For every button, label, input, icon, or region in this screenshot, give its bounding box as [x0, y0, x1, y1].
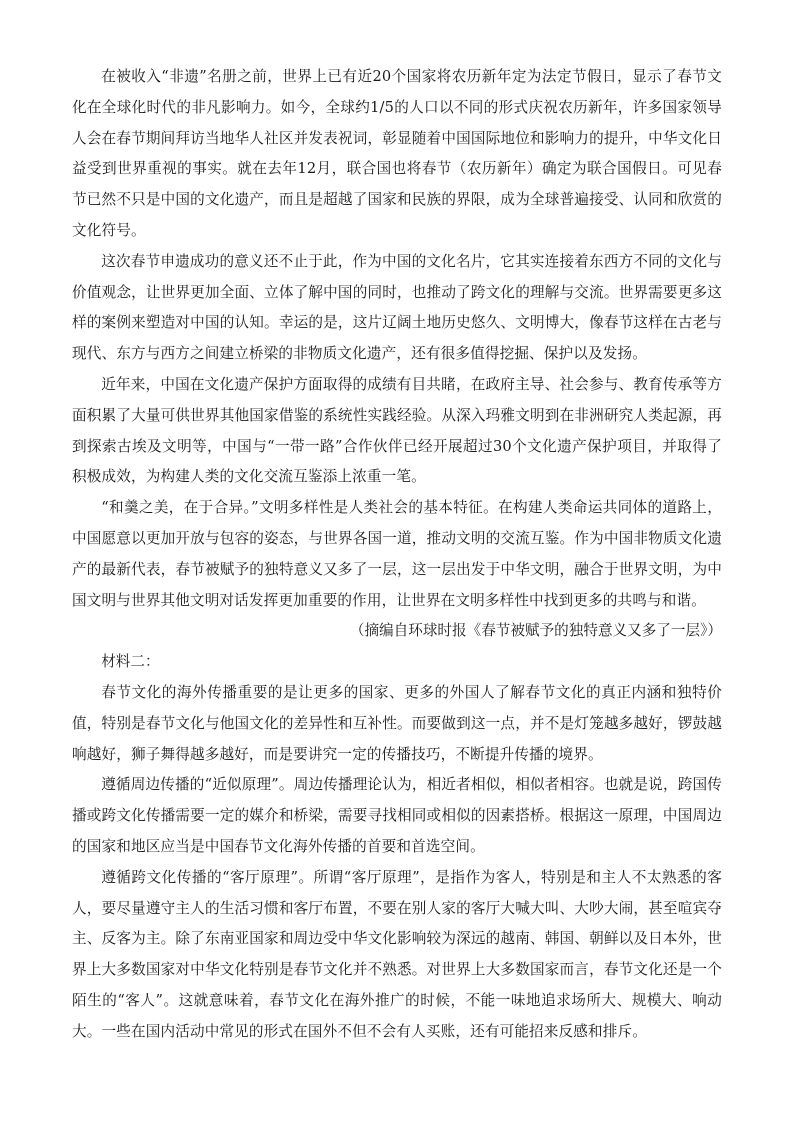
material-2-paragraph-2: 遵循周边传播的“近似原理”。周边传播理论认为，相近者相似，相似者相容。也就是说，跨国传播或跨文化传播需要一定的媒介和桥梁，需要寻找相同或相似的因素搭桥。根据这一原理，中国周边的国家和地区应当是中国春节文化海外传播的首要和首选空间。 — [72, 776, 722, 855]
material-2-heading: 材料二： — [101, 653, 160, 671]
paragraph-4: “和羹之美，在于合异。”文明多样性是人类社会的基本特征。在构建人类命运共同体的道路上，中国愿意以更加开放与包容的姿态，与世界各国一道，推动文明的交流互鉴。作为中国非物质文化遗产的最新代表，春节被赋予的独特意义又多了一层，这一层出发于中华文明，融合于世界文明，为中国文明与世界其他文明对话发挥更加重要的作用，让世界在文明多样性中找到更多的共鸣与和谐。 — [72, 499, 722, 609]
material-2-paragraph-3: 遵循跨文化传播的“客厅原理”。所谓“客厅原理”，是指作为客人，特别是和主人不太熟悉的客人，要尽量遵守主人的生活习惯和客厅布置，不要在别人家的客厅大喊大叫、大吵大闹，甚至喧宾夺主、反客为主。除了东南亚国家和周边受中华文化影响较为深远的越南、韩国、朝鲜以及日本外，世界上大多数国家对中华文化特别是春节文化并不熟悉。对世界上大多数国家而言，春节文化还是一个陌生的“客人”。这就意味着，春节文化在海外推广的时候，不能一味地追求场所大、规模大、响动大。一些在国内活动中常见的形式在国外不但不会有人买账，还有可能招来反感和排斥。 — [72, 868, 722, 1040]
paragraph-1: 在被收入“非遗”名册之前，世界上已有近20个国家将农历新年定为法定节假日，显示了春节文化在全球化时代的非凡影响力。如今，全球约1/5的人口以不同的形式庆祝农历新年，许多国家领导人会在春节期间拜访当地华人社区并发表祝词，彰显随着中国国际地位和影响力的提升，中华文化日益受到世界重视的事实。就在去年12月，联合国也将春节（农历新年）确定为联合国假日。可见春节已然不只是中国的文化遗产，而且是超越了国家和民族的界限，成为全球普遍接受、认同和欣赏的文化符号。 — [72, 68, 722, 239]
source-citation: （摘编自环球时报《春节被赋予的独特意义又多了一层》） — [349, 622, 722, 640]
paragraph-2: 这次春节申遗成功的意义还不止于此，作为中国的文化名片，它其实连接着东西方不同的文化与价值观念，让世界更加全面、立体了解中国的同时，也推动了跨文化的理解与交流。世界需要更多这样的案例来塑造对中国的认知。幸运的是，这片辽阔土地历史悠久、文明博大，像春节这样在古老与现代、东方与西方之间建立桥梁的非物质文化遗产，还有很多值得挖掘、保护以及发扬。 — [72, 252, 722, 363]
paragraph-3: 近年来，中国在文化遗产保护方面取得的成绩有目共睹，在政府主导、社会参与、教育传承等方面积累了大量可供世界其他国家借鉴的系统性实践经验。从深入玛雅文明到在非洲研究人类起源，再到探索古埃及文明等，中国与“一带一路”合作伙伴已经开展超过30个文化遗产保护项目，并取得了积极成效，为构建人类的文化交流互鉴添上浓重一笔。 — [72, 375, 722, 486]
material-2-paragraph-1: 春节文化的海外传播重要的是让更多的国家、更多的外国人了解春节文化的真正内涵和独特价值，特别是春节文化与他国文化的差异性和互补性。而要做到这一点，并不是灯笼越多越好，锣鼓越响越好，狮子舞得越多越好，而是要讲究一定的传播技巧，不断提升传播的境界。 — [72, 683, 722, 763]
